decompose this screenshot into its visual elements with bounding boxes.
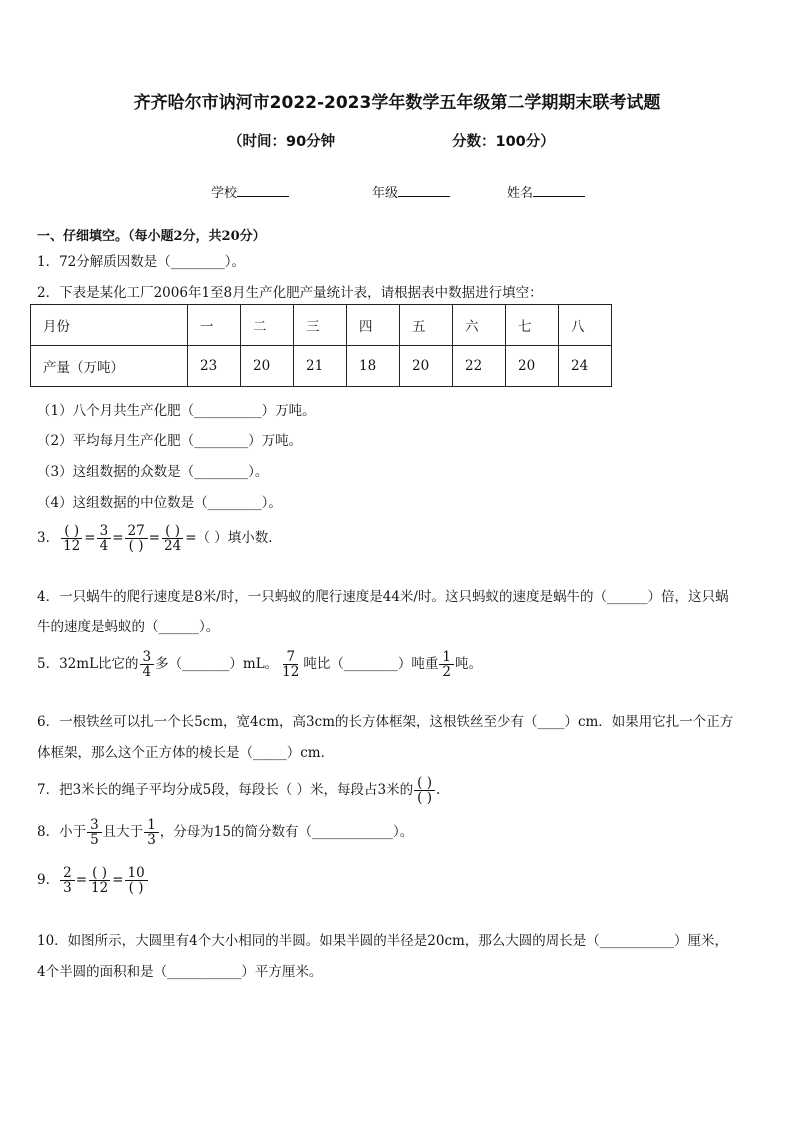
fraction	[88, 866, 111, 895]
q7-text-a: 7．把3米长的绳子平均分成5段，每段长（ ）米，每段占3米的	[37, 782, 414, 799]
table-cell: 七	[506, 305, 559, 346]
question-6-line-2: 体框架，那么这个正方体的棱长是（_____）cm．	[37, 745, 335, 761]
fraction-numerator: 1	[144, 818, 159, 833]
name-label: 姓名	[507, 186, 534, 201]
fraction-numerator: 7	[283, 650, 298, 665]
table-cell: 20	[241, 346, 294, 387]
table-cell: 六	[453, 305, 506, 346]
fraction-numerator: 3	[97, 524, 112, 539]
table-cell: 三	[294, 305, 347, 346]
question-2-3: （3）这组数据的众数是（________）。	[37, 464, 269, 480]
question-3: 3． $\frac{( )}{12}$ = $\frac{3}{4}$ = $\frac{27}{( )}$ = $\frac{( )}{24}$ =（ ）填小数．	[37, 523, 282, 555]
question-2-intro: 2．下表是某化工厂2006年1至8月生产化肥产量统计表，请根据表中数据进行填空：	[37, 285, 543, 301]
table-row	[31, 305, 612, 346]
table-cell: 二	[241, 305, 294, 346]
q3-suffix: =（ ）填小数．	[185, 530, 282, 547]
table-cell: 20	[400, 346, 453, 387]
fraction	[439, 650, 454, 679]
fraction	[60, 866, 75, 895]
fraction	[414, 776, 435, 805]
fraction-numerator: 1	[439, 650, 454, 665]
time-label: （时间：90分钟	[228, 134, 336, 150]
table-cell: 23	[188, 346, 241, 387]
question-9: 9． $\frac{2}{3}$ = $\frac{( )}{12}$ = $\frac{10}{( )}$	[37, 866, 149, 895]
grade-label: 年级	[372, 186, 399, 201]
question-4-line-1: 4．一只蜗牛的爬行速度是8米/时，一只蚂蚁的爬行速度是44米/时。这只蚂蚁的速度是蜗牛的（______）倍，这只蜗	[37, 589, 729, 605]
question-4-line-2: 牛的速度是蚂蚁的（______）。	[37, 619, 220, 635]
fraction	[87, 818, 102, 847]
q5-text-d: 吨。	[454, 656, 482, 673]
q8-text-b: 且大于	[102, 824, 144, 841]
table-cell: 一	[188, 305, 241, 346]
question-5	[37, 650, 482, 679]
fraction	[60, 524, 83, 553]
table-cell: 21	[294, 346, 347, 387]
score-label: 分数：100分）	[452, 134, 555, 150]
table-cell: 产量（万吨）	[31, 346, 188, 387]
q5-text-b: 多（_______）mL。	[155, 656, 279, 673]
school-blank	[237, 184, 289, 197]
fraction	[144, 818, 159, 847]
fraction-denominator: ( )	[417, 790, 432, 807]
fraction-numerator: ( )	[61, 524, 82, 539]
fraction	[161, 524, 184, 553]
fraction-denominator: 2	[442, 664, 451, 681]
fraction-denominator: 12	[282, 664, 300, 681]
table-row	[31, 346, 612, 387]
school-label: 学校	[211, 186, 238, 201]
table-cell: 24	[559, 346, 612, 387]
grade-blank	[398, 184, 450, 197]
fraction-numerator: 3	[87, 818, 102, 833]
fraction-denominator: 12	[91, 880, 109, 897]
name-blank	[533, 184, 585, 197]
fraction-denominator: 4	[142, 664, 152, 681]
q5-text-c: 吨比（________）吨重	[303, 656, 439, 673]
fraction-denominator: ( )	[128, 538, 144, 555]
name-field	[507, 182, 585, 201]
fraction	[279, 650, 302, 679]
school-field	[211, 182, 289, 201]
question-1: 1．72分解质因数是（________）。	[37, 254, 246, 270]
fraction-denominator: ( )	[128, 880, 144, 897]
fraction	[140, 650, 155, 679]
question-10-line-2: 4个半圆的面积和是（___________）平方厘米。	[37, 964, 323, 980]
table-cell: 18	[347, 346, 400, 387]
fraction-denominator: 3	[147, 832, 156, 849]
question-7	[37, 776, 440, 805]
fraction-denominator: 24	[164, 538, 182, 555]
q7-text-b: .	[435, 782, 441, 799]
table-cell: 20	[506, 346, 559, 387]
fraction-numerator: ( )	[414, 776, 435, 791]
table-cell: 五	[400, 305, 453, 346]
question-2-2: （2）平均每月生产化肥（________）万吨。	[37, 433, 303, 449]
fraction-numerator: 2	[60, 866, 75, 881]
fraction-numerator: ( )	[162, 524, 183, 539]
fraction	[125, 866, 148, 895]
fraction	[125, 524, 148, 553]
page-title: 齐齐哈尔市讷河市2022-2023学年数学五年级第二学期期末联考试题	[133, 93, 661, 113]
question-8	[37, 818, 413, 847]
table-cell: 四	[347, 305, 400, 346]
fraction-denominator: 5	[90, 832, 99, 849]
q9-prefix: 9．	[37, 872, 60, 889]
grade-field	[372, 182, 450, 201]
table-cell: 22	[453, 346, 506, 387]
fraction	[97, 524, 112, 553]
fraction-numerator: 3	[140, 650, 155, 665]
fraction-numerator: 27	[125, 524, 148, 539]
table-cell: 八	[559, 305, 612, 346]
fraction-numerator: ( )	[89, 866, 110, 881]
question-2-1: （1）八个月共生产化肥（__________）万吨。	[37, 403, 316, 419]
q8-text-a: 8．小于	[37, 824, 87, 841]
q8-text-c: ，分母为15的简分数有（____________）。	[159, 824, 414, 841]
production-table	[30, 304, 612, 387]
q5-text-a: 5．32mL比它的	[37, 656, 139, 673]
section-heading: 一、仔细填空。（每小题2分，共20分）	[37, 229, 266, 244]
fraction-denominator: 12	[63, 538, 81, 555]
fraction-denominator: 4	[99, 538, 109, 555]
question-6-line-1: 6．一根铁丝可以扎一个长5cm，宽4cm，高3cm的长方体框架，这根铁丝至少有（____）cm．如果用它扎一个正方	[37, 714, 734, 730]
fraction-denominator: 3	[63, 880, 72, 897]
table-cell: 月份	[31, 305, 188, 346]
q3-prefix: 3．	[37, 530, 60, 547]
question-10-line-1: 10．如图所示，大圆里有4个大小相同的半圆。如果半圆的半径是20cm，那么大圆的周长是（___________）厘米，	[37, 933, 729, 949]
question-2-4: （4）这组数据的中位数是（________）。	[37, 495, 282, 511]
fraction-numerator: 10	[125, 866, 148, 881]
